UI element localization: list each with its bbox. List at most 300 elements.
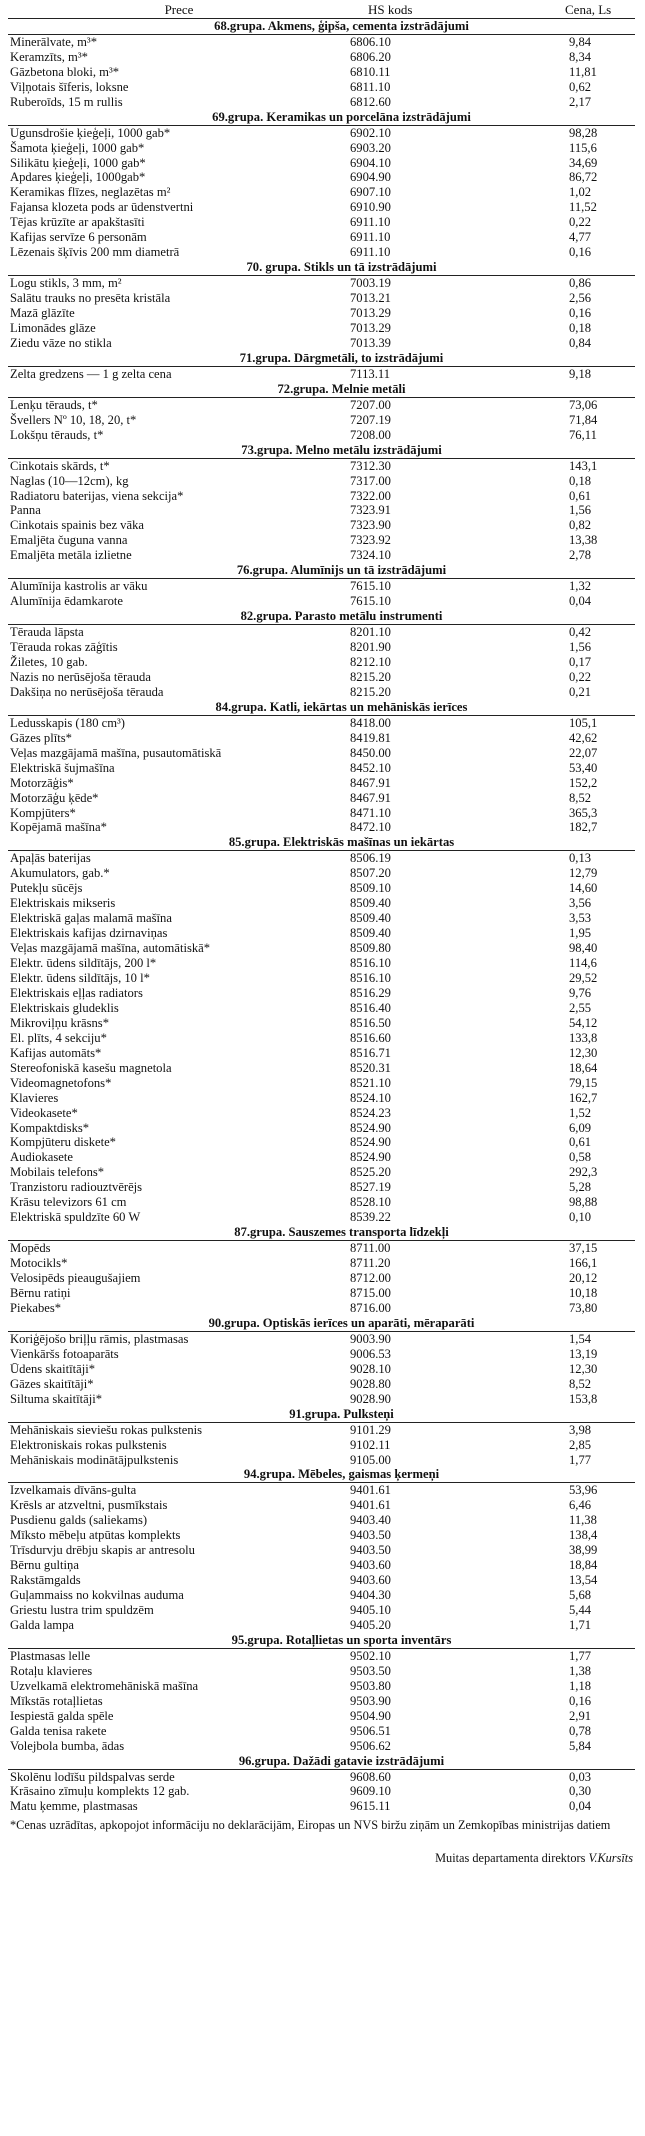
table-row — [8, 503, 635, 518]
table-row — [8, 1046, 635, 1061]
item-price: 1,02 — [569, 185, 592, 200]
table-row — [8, 230, 635, 245]
item-price: 0,82 — [569, 518, 592, 533]
item-price: 34,69 — [569, 155, 598, 170]
table-row — [8, 1301, 635, 1316]
item-hs-code: 9405.10 — [350, 1603, 391, 1618]
group-heading — [8, 1467, 635, 1482]
item-price: 5,44 — [569, 1603, 592, 1618]
item-name: Silikātu ķieģeļi, 1000 gab* — [10, 155, 146, 170]
item-name: Cinkotais skārds, t* — [10, 458, 110, 473]
item-price: 9,18 — [569, 366, 592, 381]
item-name: Siltuma skaitītāji* — [10, 1391, 102, 1406]
item-name: Mīkstās rotaļlietas — [10, 1693, 103, 1708]
table-row — [8, 548, 635, 563]
item-price: 1,56 — [569, 640, 592, 655]
item-price: 12,79 — [569, 866, 598, 881]
table-row — [8, 215, 635, 230]
table-row — [8, 1016, 635, 1031]
item-price: 0,16 — [569, 1693, 592, 1708]
item-price: 1,38 — [569, 1663, 592, 1678]
group-title: 76.grupa. Alumīnijs un tā izstrādājumi — [236, 563, 447, 578]
item-hs-code: 9101.29 — [350, 1422, 391, 1437]
table-row — [8, 1558, 635, 1573]
item-hs-code: 8509.40 — [350, 911, 391, 926]
item-price: 8,34 — [569, 49, 592, 64]
item-name: Motorzāģu ķēde* — [10, 790, 99, 805]
table-row — [8, 731, 635, 746]
item-name: Elektriskā gaļas malamā mašīna — [10, 911, 172, 926]
group-heading — [8, 700, 635, 715]
item-hs-code: 8215.20 — [350, 669, 391, 684]
item-price: 53,40 — [569, 760, 598, 775]
item-price: 10,18 — [569, 1286, 598, 1301]
item-hs-code: 9105.00 — [350, 1452, 391, 1467]
table-row — [8, 1347, 635, 1362]
item-hs-code: 8471.10 — [350, 805, 391, 820]
item-price: 2,91 — [569, 1708, 592, 1723]
table-row — [8, 791, 635, 806]
table-row — [8, 170, 635, 185]
table-row — [8, 1135, 635, 1150]
item-price: 12,30 — [569, 1045, 598, 1060]
item-name: Veļas mazgājamā mašīna, automātiskā* — [10, 941, 211, 956]
item-price: 98,88 — [569, 1195, 598, 1210]
table-row — [8, 428, 635, 443]
item-hs-code: 7317.00 — [350, 473, 391, 488]
group-heading-row — [8, 443, 635, 458]
item-name: Kompjūteru diskete* — [10, 1135, 116, 1150]
item-price: 0,61 — [569, 1135, 592, 1150]
group-heading — [8, 382, 635, 397]
item-name: Plastmasas lelle — [10, 1648, 91, 1663]
item-hs-code: 9401.61 — [350, 1498, 391, 1513]
item-name: Gāzes plīts* — [10, 730, 72, 745]
item-hs-code: 8467.91 — [350, 775, 391, 790]
item-hs-code: 8212.10 — [350, 654, 391, 669]
item-hs-code: 8509.80 — [350, 941, 391, 956]
item-price: 292,3 — [569, 1165, 598, 1180]
item-name: Kafijas servīze 6 personām — [10, 230, 147, 245]
item-hs-code: 7013.29 — [350, 321, 391, 336]
table-row — [8, 1241, 635, 1256]
table-row — [8, 245, 635, 260]
item-price: 73,06 — [569, 397, 598, 412]
item-name: Emaljēta metāla izlietne — [10, 548, 132, 563]
table-row — [8, 1543, 635, 1558]
item-name: Apdares ķieģeļi, 1000gab* — [10, 170, 146, 185]
item-price: 18,64 — [569, 1060, 598, 1075]
table-row — [8, 1784, 635, 1799]
table-row — [8, 141, 635, 156]
item-name: Motorzāģis* — [10, 775, 74, 790]
item-price: 2,55 — [569, 1000, 592, 1015]
table-row — [8, 941, 635, 956]
item-hs-code: 8467.91 — [350, 790, 391, 805]
item-name: Emaljēta čuguna vanna — [10, 533, 128, 548]
item-price: 53,96 — [569, 1483, 598, 1498]
item-name: Tērauda lāpsta — [10, 625, 84, 640]
item-price: 0,16 — [569, 245, 592, 260]
item-hs-code: 6907.10 — [350, 185, 391, 200]
group-heading-row — [8, 351, 635, 366]
item-hs-code: 9615.11 — [350, 1799, 391, 1814]
item-hs-code: 6904.10 — [350, 155, 391, 170]
table-row — [8, 1076, 635, 1091]
item-hs-code: 9403.50 — [350, 1528, 391, 1543]
table-row — [8, 761, 635, 776]
table-row — [8, 65, 635, 80]
table-row — [8, 1694, 635, 1709]
item-price: 166,1 — [569, 1256, 598, 1271]
item-hs-code: 6811.10 — [350, 79, 391, 94]
item-price: 5,68 — [569, 1588, 592, 1603]
item-price: 0,58 — [569, 1150, 592, 1165]
item-price: 20,12 — [569, 1271, 598, 1286]
item-hs-code: 8418.00 — [350, 715, 391, 730]
group-heading-row — [8, 563, 635, 578]
table-row — [8, 1573, 635, 1588]
item-price: 73,80 — [569, 1300, 598, 1315]
table-row — [8, 655, 635, 670]
item-price: 18,84 — [569, 1558, 598, 1573]
item-name: Kafijas automāts* — [10, 1045, 102, 1060]
item-name: Lokšņu tērauds, t* — [10, 427, 104, 442]
item-price: 143,1 — [569, 458, 598, 473]
group-title: 72.grupa. Melnie metāli — [277, 381, 406, 396]
item-hs-code: 9102.11 — [350, 1437, 391, 1452]
item-name: Elektriskais mikseris — [10, 896, 116, 911]
item-name: Elektriskā spuldzīte 60 W — [10, 1210, 141, 1225]
item-price: 1,71 — [569, 1617, 592, 1632]
item-name: Guļammaiss no kokvilnas auduma — [10, 1588, 184, 1603]
table-row — [8, 956, 635, 971]
group-heading — [8, 260, 635, 275]
item-name: Salātu trauks no presēta kristāla — [10, 291, 171, 306]
table-row — [8, 911, 635, 926]
item-hs-code: 8516.50 — [350, 1015, 391, 1030]
group-title: 96.grupa. Dažādi gatavie izstrādājumi — [238, 1753, 445, 1768]
item-price: 8,52 — [569, 1376, 592, 1391]
item-name: Elektr. ūdens sildītājs, 10 l* — [10, 971, 150, 985]
item-price: 0,18 — [569, 473, 592, 488]
item-hs-code: 7207.19 — [350, 412, 391, 427]
item-hs-code: 6904.90 — [350, 170, 391, 185]
item-hs-code: 8524.23 — [350, 1105, 391, 1120]
group-title: 69.grupa. Keramikas un porcelāna izstrādājumi — [212, 109, 471, 124]
item-price: 79,15 — [569, 1075, 598, 1090]
item-price: 1,77 — [569, 1648, 592, 1663]
table-row — [8, 1031, 635, 1046]
table-row — [8, 594, 635, 609]
item-hs-code: 8516.29 — [350, 985, 391, 1000]
item-hs-code: 8452.10 — [350, 760, 391, 775]
table-row — [8, 1679, 635, 1694]
column-header-name: Prece — [8, 3, 350, 18]
item-name: Lenķu tērauds, t* — [10, 397, 98, 412]
item-price: 152,2 — [569, 775, 598, 790]
table-row — [8, 1438, 635, 1453]
item-hs-code: 8715.00 — [350, 1286, 391, 1301]
item-name: Ledusskapis (180 cm³) — [10, 715, 125, 730]
item-hs-code: 9403.50 — [350, 1543, 391, 1558]
item-name: Kompaktdisks* — [10, 1120, 90, 1135]
item-hs-code: 7615.10 — [350, 594, 391, 609]
table-row — [8, 1331, 635, 1346]
item-hs-code: 8524.10 — [350, 1090, 391, 1105]
item-name: Elektriskā šujmašīna — [10, 760, 115, 775]
item-name: Stereofoniskā kasešu magnetola — [10, 1060, 172, 1075]
item-name: Švellers Nº 10, 18, 20, t* — [10, 412, 137, 427]
group-heading — [8, 18, 635, 34]
item-price: 38,99 — [569, 1543, 598, 1558]
group-heading — [8, 563, 635, 578]
group-title: 84.grupa. Katli, iekārtas un mehāniskās ierīces — [215, 699, 468, 714]
item-name: Alumīnija kastrolis ar vāku — [10, 579, 148, 594]
group-heading-row — [8, 1633, 635, 1648]
item-name: Limonādes glāze — [10, 321, 96, 336]
item-price: 3,56 — [569, 896, 592, 911]
table-row — [8, 1739, 635, 1754]
item-hs-code: 8711.00 — [350, 1241, 391, 1256]
group-title: 87.grupa. Sauszemes transporta līdzekļi — [234, 1225, 449, 1240]
group-heading-row — [8, 1754, 635, 1769]
item-hs-code: 6806.10 — [350, 34, 391, 49]
item-price: 9,76 — [569, 985, 592, 1000]
item-price: 0,17 — [569, 654, 592, 669]
group-heading — [8, 1225, 635, 1240]
item-hs-code: 8472.10 — [350, 820, 391, 835]
item-name: Trīsdurvju drēbju skapis ar antresolu — [10, 1543, 195, 1558]
item-price: 42,62 — [569, 730, 598, 745]
group-title: 71.grupa. Dārgmetāli, to izstrādājumi — [239, 350, 444, 365]
table-row — [8, 1498, 635, 1513]
group-heading-row — [8, 609, 635, 624]
item-hs-code: 8524.90 — [350, 1120, 391, 1135]
item-name: Mīksto mēbeļu atpūtas komplekts — [10, 1528, 181, 1543]
item-hs-code: 9028.10 — [350, 1361, 391, 1376]
item-price: 54,12 — [569, 1015, 598, 1030]
item-name: Krāsaino zīmuļu komplekts 12 gab. — [10, 1784, 190, 1799]
item-price: 182,7 — [569, 820, 598, 835]
item-price: 1,52 — [569, 1105, 592, 1120]
item-price: 365,3 — [569, 805, 598, 820]
item-price: 13,19 — [569, 1346, 598, 1361]
item-hs-code: 8524.90 — [350, 1135, 391, 1150]
item-name: Elektriskais kafijas dzirnaviņas — [10, 926, 168, 941]
table-header-row — [8, 3, 635, 18]
group-heading-row — [8, 1225, 635, 1240]
item-price: 0,30 — [569, 1784, 592, 1799]
group-heading-row — [8, 835, 635, 850]
item-price: 3,98 — [569, 1422, 592, 1437]
item-hs-code: 9506.62 — [350, 1738, 391, 1753]
table-row — [8, 1180, 635, 1195]
item-name: El. plīts, 4 sekciju* — [10, 1030, 107, 1045]
item-price: 138,4 — [569, 1528, 598, 1543]
table-row — [8, 926, 635, 941]
item-hs-code: 7207.00 — [350, 397, 391, 412]
item-name: Minerālvate, m³* — [10, 34, 98, 49]
item-hs-code: 8201.90 — [350, 640, 391, 655]
item-price: 13,38 — [569, 533, 598, 548]
group-title: 73.grupa. Melno metālu izstrādājumi — [241, 442, 442, 457]
item-hs-code: 7322.00 — [350, 488, 391, 503]
item-price: 0,84 — [569, 335, 592, 350]
table-row — [8, 185, 635, 200]
item-price: 1,77 — [569, 1452, 592, 1467]
item-hs-code: 9401.61 — [350, 1483, 391, 1498]
table-row — [8, 1362, 635, 1377]
table-row — [8, 1453, 635, 1468]
table-row — [8, 276, 635, 291]
item-hs-code: 6910.90 — [350, 200, 391, 215]
item-hs-code: 8521.10 — [350, 1075, 391, 1090]
table-row — [8, 1513, 635, 1528]
item-hs-code: 8539.22 — [350, 1210, 391, 1225]
item-name: Nazis no nerūsējoša tērauda — [10, 669, 151, 684]
item-name: Uzvelkamā elektromehāniskā mašīna — [10, 1678, 199, 1693]
item-hs-code: 8528.10 — [350, 1195, 391, 1210]
item-name: Panna — [10, 503, 41, 518]
item-hs-code: 9028.90 — [350, 1391, 391, 1406]
group-heading — [8, 835, 635, 850]
item-name: Žiletes, 10 gab. — [10, 654, 88, 669]
group-title: 94.grupa. Mēbeles, gaismas ķermeņi — [243, 1467, 440, 1482]
item-hs-code: 8516.10 — [350, 956, 391, 971]
group-title: 68.grupa. Akmens, ģipša, cementa izstrādājumi — [214, 18, 469, 33]
item-hs-code: 8509.10 — [350, 881, 391, 896]
group-heading — [8, 1316, 635, 1331]
group-heading-row — [8, 1316, 635, 1331]
table-row — [8, 1001, 635, 1016]
item-price: 153,8 — [569, 1391, 598, 1406]
item-price: 1,95 — [569, 926, 592, 941]
item-name: Elektr. ūdens sildītājs, 200 l* — [10, 956, 157, 971]
item-name: Putekļu sūcējs — [10, 881, 83, 896]
item-hs-code: 7615.10 — [350, 579, 391, 594]
item-name: Mazā glāzīte — [10, 306, 75, 321]
item-hs-code: 8711.20 — [350, 1256, 391, 1271]
table-row — [8, 1165, 635, 1180]
table-row — [8, 458, 635, 473]
table-row — [8, 851, 635, 866]
item-name: Galda tenisa rakete — [10, 1723, 107, 1738]
item-price: 29,52 — [569, 971, 598, 985]
group-title: 82.grupa. Parasto metālu instrumenti — [240, 609, 443, 624]
item-name: Elektriskais gludeklis — [10, 1000, 119, 1015]
item-name: Elektroniskais rokas pulkstenis — [10, 1437, 167, 1452]
item-hs-code: 8525.20 — [350, 1165, 391, 1180]
table-row — [8, 80, 635, 95]
item-name: Audiokasete — [10, 1150, 73, 1165]
item-price: 98,28 — [569, 125, 598, 140]
item-hs-code: 7013.39 — [350, 335, 391, 350]
table-row — [8, 306, 635, 321]
group-heading — [8, 110, 635, 125]
item-name: Matu ķemme, plastmasas — [10, 1799, 138, 1814]
item-hs-code: 9403.60 — [350, 1573, 391, 1588]
table-row — [8, 1799, 635, 1814]
item-hs-code: 8516.10 — [350, 971, 391, 985]
item-hs-code: 9028.80 — [350, 1376, 391, 1391]
column-header-code: HS kods — [350, 3, 487, 18]
item-hs-code: 9403.60 — [350, 1558, 391, 1573]
item-name: Logu stikls, 3 mm, m² — [10, 276, 122, 291]
item-name: Ruberoīds, 15 m rullis — [10, 94, 123, 109]
table-row — [8, 1648, 635, 1663]
item-price: 86,72 — [569, 170, 598, 185]
item-price: 1,32 — [569, 579, 592, 594]
item-hs-code: 7323.90 — [350, 518, 391, 533]
item-price: 0,18 — [569, 321, 592, 336]
table-row — [8, 1422, 635, 1437]
item-name: Videomagnetofons* — [10, 1075, 112, 1090]
item-name: Iespiestā galda spēle — [10, 1708, 114, 1723]
item-price: 22,07 — [569, 745, 598, 760]
table-row — [8, 1377, 635, 1392]
item-price: 2,85 — [569, 1437, 592, 1452]
item-name: Rakstāmgalds — [10, 1573, 81, 1588]
item-hs-code: 8509.40 — [350, 926, 391, 941]
table-row — [8, 1061, 635, 1076]
item-price: 11,38 — [569, 1513, 597, 1528]
item-hs-code: 9003.90 — [350, 1331, 391, 1346]
item-hs-code: 8201.10 — [350, 625, 391, 640]
table-row — [8, 489, 635, 504]
table-row — [8, 640, 635, 655]
item-hs-code: 9503.80 — [350, 1678, 391, 1693]
item-hs-code: 8516.40 — [350, 1000, 391, 1015]
table-row — [8, 1664, 635, 1679]
item-name: Fajansa klozeta pods ar ūdenstvertni — [10, 200, 194, 215]
table-row — [8, 1106, 635, 1121]
table-row — [8, 321, 635, 336]
item-hs-code: 6810.11 — [350, 64, 391, 79]
item-hs-code: 8516.71 — [350, 1045, 391, 1060]
item-hs-code: 8716.00 — [350, 1300, 391, 1315]
item-name: Videokasete* — [10, 1105, 78, 1120]
table-row — [8, 95, 635, 110]
item-hs-code: 7113.11 — [350, 366, 390, 381]
item-hs-code: 6902.10 — [350, 125, 391, 140]
table-row — [8, 1150, 635, 1165]
group-title: 90.grupa. Optiskās ierīces un aparāti, mēraparāti — [208, 1315, 475, 1330]
table-row — [8, 1256, 635, 1271]
item-price: 0,42 — [569, 625, 592, 640]
item-name: Kompjūters* — [10, 805, 76, 820]
item-name: Apaļās baterijas — [10, 851, 91, 866]
item-price: 105,1 — [569, 715, 598, 730]
item-hs-code: 8509.40 — [350, 896, 391, 911]
item-name: Bērnu gultiņa — [10, 1558, 79, 1573]
item-hs-code: 6911.10 — [350, 245, 391, 260]
item-name: Rotaļu klavieres — [10, 1663, 93, 1678]
table-row — [8, 1483, 635, 1498]
item-price: 5,84 — [569, 1738, 592, 1753]
item-name: Zelta gredzens — 1 g zelta cena — [10, 366, 172, 381]
item-price: 11,52 — [569, 200, 597, 215]
table-row — [8, 1091, 635, 1106]
table-row — [8, 971, 635, 986]
table-row — [8, 1618, 635, 1633]
item-price: 2,78 — [569, 548, 592, 563]
price-table — [8, 3, 635, 1814]
table-row — [8, 776, 635, 791]
table-row — [8, 474, 635, 489]
item-hs-code: 9609.10 — [350, 1784, 391, 1799]
table-row — [8, 1709, 635, 1724]
